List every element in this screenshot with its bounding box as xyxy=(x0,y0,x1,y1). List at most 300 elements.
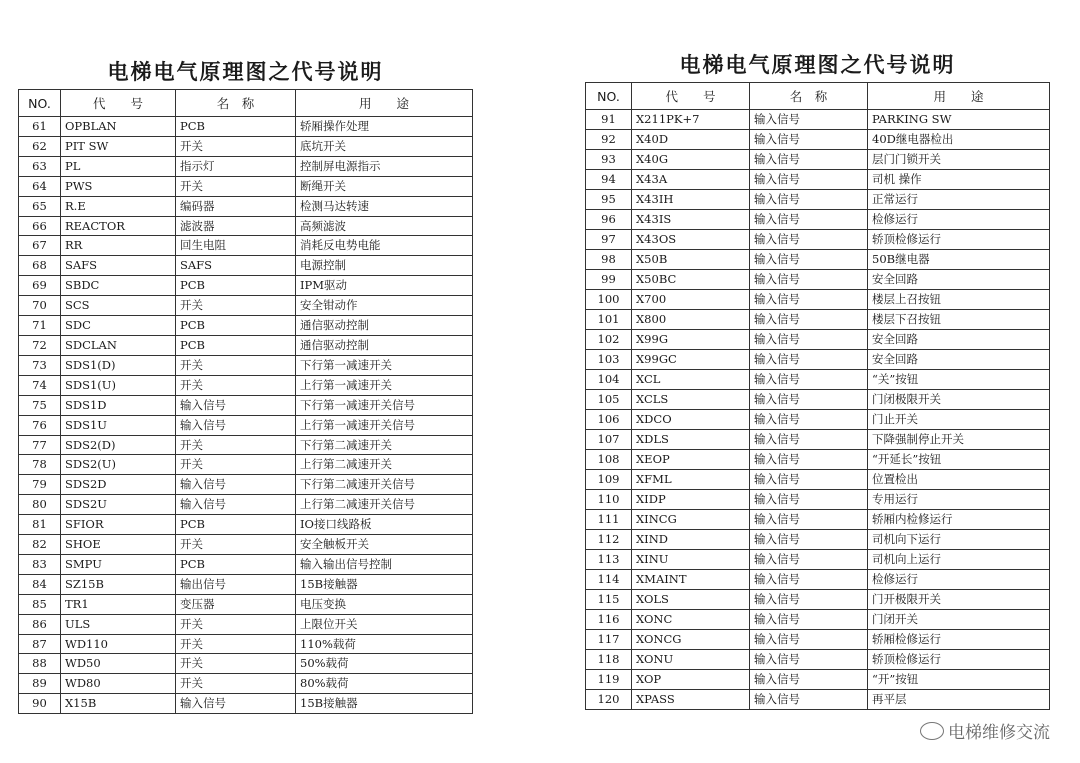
cell-no: 112 xyxy=(586,530,632,550)
cell-usage: 消耗反电势电能 xyxy=(296,236,473,256)
cell-name: 输入信号 xyxy=(176,415,296,435)
cell-code: SAFS xyxy=(61,256,176,276)
cell-usage: 检修运行 xyxy=(868,210,1050,230)
cell-usage: 轿厢内检修运行 xyxy=(868,510,1050,530)
cell-code: XCLS xyxy=(632,390,750,410)
cell-name: PCB xyxy=(176,117,296,137)
table-row xyxy=(586,270,1050,290)
cell-usage: 电压变换 xyxy=(296,594,473,614)
cell-code: X99GC xyxy=(632,350,750,370)
table-row xyxy=(19,554,473,574)
table-row xyxy=(19,674,473,694)
cell-usage: 下行第一减速开关信号 xyxy=(296,395,473,415)
cell-no: 74 xyxy=(19,375,61,395)
cell-code: PL xyxy=(61,156,176,176)
table-row xyxy=(19,455,473,475)
table-row xyxy=(19,216,473,236)
cell-usage: 控制屏电源指示 xyxy=(296,156,473,176)
cell-no: 117 xyxy=(586,630,632,650)
cell-usage: 安全回路 xyxy=(868,270,1050,290)
cell-code: XFML xyxy=(632,470,750,490)
cell-usage: PARKING SW xyxy=(868,110,1050,130)
cell-code: X50B xyxy=(632,250,750,270)
cell-code: XONCG xyxy=(632,630,750,650)
cell-usage: 底坑开关 xyxy=(296,136,473,156)
cell-name: 输入信号 xyxy=(750,290,868,310)
header-usage: 用 途 xyxy=(868,83,1050,110)
cell-no: 105 xyxy=(586,390,632,410)
cell-usage: IO接口线路板 xyxy=(296,515,473,535)
cell-usage: 下行第一减速开关 xyxy=(296,355,473,375)
cell-code: X43IS xyxy=(632,210,750,230)
cell-name: 输入信号 xyxy=(176,495,296,515)
cell-code: SCS xyxy=(61,296,176,316)
cell-no: 103 xyxy=(586,350,632,370)
cell-name: PCB xyxy=(176,335,296,355)
watermark xyxy=(920,718,1050,743)
cell-usage: 40D继电器检出 xyxy=(868,130,1050,150)
cell-code: X700 xyxy=(632,290,750,310)
table-row xyxy=(586,570,1050,590)
cell-usage: 司机向下运行 xyxy=(868,530,1050,550)
cell-usage: 15B接触器 xyxy=(296,574,473,594)
cell-usage: 50B继电器 xyxy=(868,250,1050,270)
cell-code: X50BC xyxy=(632,270,750,290)
cell-usage: 门止开关 xyxy=(868,410,1050,430)
right-code-table xyxy=(585,82,1050,710)
cell-name: 开关 xyxy=(176,634,296,654)
table-row xyxy=(19,395,473,415)
cell-usage: 安全钳动作 xyxy=(296,296,473,316)
cell-code: SDCLAN xyxy=(61,335,176,355)
cell-usage: 输入输出信号控制 xyxy=(296,554,473,574)
cell-code: WD110 xyxy=(61,634,176,654)
cell-code: X211PK+7 xyxy=(632,110,750,130)
cell-usage: 专用运行 xyxy=(868,490,1050,510)
table-row xyxy=(586,490,1050,510)
cell-usage: 司机 操作 xyxy=(868,170,1050,190)
table-row xyxy=(586,470,1050,490)
cell-no: 99 xyxy=(586,270,632,290)
cell-code: WD80 xyxy=(61,674,176,694)
cell-code: REACTOR xyxy=(61,216,176,236)
header-no: NO. xyxy=(586,83,632,110)
cell-name: 输入信号 xyxy=(176,694,296,714)
cell-no: 115 xyxy=(586,590,632,610)
cell-name: 输入信号 xyxy=(750,670,868,690)
header-usage: 用 途 xyxy=(296,90,473,117)
table-row xyxy=(586,610,1050,630)
cell-usage: 上行第一减速开关信号 xyxy=(296,415,473,435)
cell-usage: 轿厢检修运行 xyxy=(868,630,1050,650)
table-row xyxy=(19,117,473,137)
cell-usage: “开”按钮 xyxy=(868,670,1050,690)
cell-name: 开关 xyxy=(176,136,296,156)
cell-code: XONU xyxy=(632,650,750,670)
table-header-row xyxy=(19,90,473,117)
cell-name: 输入信号 xyxy=(750,450,868,470)
cell-code: SDS2D xyxy=(61,475,176,495)
cell-usage: 上行第二减速开关信号 xyxy=(296,495,473,515)
cell-name: 开关 xyxy=(176,455,296,475)
cell-code: X40D xyxy=(632,130,750,150)
cell-code: X40G xyxy=(632,150,750,170)
cell-no: 95 xyxy=(586,190,632,210)
cell-name: 开关 xyxy=(176,435,296,455)
table-row xyxy=(586,670,1050,690)
table-row xyxy=(19,574,473,594)
cell-usage: 轿顶检修运行 xyxy=(868,230,1050,250)
cell-name: 输入信号 xyxy=(750,270,868,290)
table-row xyxy=(586,210,1050,230)
cell-name: 输入信号 xyxy=(750,110,868,130)
cell-no: 76 xyxy=(19,415,61,435)
cell-usage: 门闭极限开关 xyxy=(868,390,1050,410)
cell-code: XOLS xyxy=(632,590,750,610)
cell-code: XINU xyxy=(632,550,750,570)
cell-usage: 断绳开关 xyxy=(296,176,473,196)
cell-usage: 下降强制停止开关 xyxy=(868,430,1050,450)
cell-usage: IPM驱动 xyxy=(296,276,473,296)
table-row xyxy=(586,330,1050,350)
cell-name: 开关 xyxy=(176,654,296,674)
cell-usage: “开延长”按钮 xyxy=(868,450,1050,470)
cell-no: 93 xyxy=(586,150,632,170)
table-row xyxy=(586,170,1050,190)
cell-no: 102 xyxy=(586,330,632,350)
cell-name: PCB xyxy=(176,554,296,574)
cell-no: 82 xyxy=(19,535,61,555)
cell-no: 67 xyxy=(19,236,61,256)
table-row xyxy=(19,236,473,256)
cell-name: 开关 xyxy=(176,355,296,375)
cell-usage: 安全回路 xyxy=(868,350,1050,370)
cell-no: 63 xyxy=(19,156,61,176)
cell-usage: 通信驱动控制 xyxy=(296,316,473,336)
cell-name: 开关 xyxy=(176,535,296,555)
table-row xyxy=(586,110,1050,130)
cell-name: 输入信号 xyxy=(750,690,868,710)
cell-no: 61 xyxy=(19,117,61,137)
cell-code: SFIOR xyxy=(61,515,176,535)
cell-no: 86 xyxy=(19,614,61,634)
table-row xyxy=(586,370,1050,390)
watermark-text: 电梯维修交流 xyxy=(948,723,1050,743)
cell-no: 89 xyxy=(19,674,61,694)
cell-name: 输入信号 xyxy=(750,390,868,410)
cell-usage: 110%载荷 xyxy=(296,634,473,654)
cell-usage: 楼层上召按钮 xyxy=(868,290,1050,310)
cell-name: 输入信号 xyxy=(750,350,868,370)
cell-name: 输入信号 xyxy=(750,130,868,150)
cell-code: SDS1(D) xyxy=(61,355,176,375)
cell-code: XINCG xyxy=(632,510,750,530)
table-row xyxy=(19,435,473,455)
cell-no: 62 xyxy=(19,136,61,156)
cell-usage: 安全回路 xyxy=(868,330,1050,350)
cell-name: 输入信号 xyxy=(750,170,868,190)
cell-code: PWS xyxy=(61,176,176,196)
table-row xyxy=(19,535,473,555)
cell-usage: 高频滤波 xyxy=(296,216,473,236)
cell-no: 114 xyxy=(586,570,632,590)
cell-usage: 上行第一减速开关 xyxy=(296,375,473,395)
table-row xyxy=(586,410,1050,430)
table-row xyxy=(19,355,473,375)
left-code-table xyxy=(18,89,473,714)
cell-no: 79 xyxy=(19,475,61,495)
cell-code: X15B xyxy=(61,694,176,714)
cell-code: XONC xyxy=(632,610,750,630)
cell-name: 指示灯 xyxy=(176,156,296,176)
cell-name: 输入信号 xyxy=(750,430,868,450)
cell-code: X99G xyxy=(632,330,750,350)
cell-usage: 楼层下召按钮 xyxy=(868,310,1050,330)
cell-no: 118 xyxy=(586,650,632,670)
table-row xyxy=(19,296,473,316)
cell-name: 开关 xyxy=(176,176,296,196)
cell-name: PCB xyxy=(176,515,296,535)
table-row xyxy=(19,515,473,535)
cell-name: 输入信号 xyxy=(750,570,868,590)
table-header-row xyxy=(586,83,1050,110)
table-row xyxy=(19,276,473,296)
cell-usage: 上行第二减速开关 xyxy=(296,455,473,475)
cell-code: SDS2U xyxy=(61,495,176,515)
cell-code: XDLS xyxy=(632,430,750,450)
table-row xyxy=(19,136,473,156)
table-row xyxy=(19,594,473,614)
cell-code: X800 xyxy=(632,310,750,330)
cell-usage: 轿顶检修运行 xyxy=(868,650,1050,670)
table-row xyxy=(19,415,473,435)
cell-name: 输入信号 xyxy=(750,330,868,350)
cell-no: 83 xyxy=(19,554,61,574)
cell-code: OPBLAN xyxy=(61,117,176,137)
cell-no: 69 xyxy=(19,276,61,296)
cell-code: XIND xyxy=(632,530,750,550)
header-no: NO. xyxy=(19,90,61,117)
right-page-title: 电梯电气原理图之代号说明 xyxy=(679,53,956,77)
cell-code: RR xyxy=(61,236,176,256)
cell-name: 输入信号 xyxy=(750,190,868,210)
cell-name: 输入信号 xyxy=(750,530,868,550)
cell-name: 输入信号 xyxy=(750,590,868,610)
table-row xyxy=(586,190,1050,210)
cell-usage: “关”按钮 xyxy=(868,370,1050,390)
cell-code: SDS1U xyxy=(61,415,176,435)
cell-usage: 安全触板开关 xyxy=(296,535,473,555)
cell-name: 输入信号 xyxy=(750,310,868,330)
table-row xyxy=(586,690,1050,710)
cell-no: 96 xyxy=(586,210,632,230)
cell-code: XDCO xyxy=(632,410,750,430)
cell-name: 输入信号 xyxy=(750,490,868,510)
table-row xyxy=(19,156,473,176)
cell-usage: 50%载荷 xyxy=(296,654,473,674)
cell-no: 100 xyxy=(586,290,632,310)
table-row xyxy=(19,256,473,276)
table-row xyxy=(586,430,1050,450)
cell-code: XIDP xyxy=(632,490,750,510)
cell-name: PCB xyxy=(176,316,296,336)
cell-usage: 门闭开关 xyxy=(868,610,1050,630)
cell-code: PIT SW xyxy=(61,136,176,156)
header-name: 名 称 xyxy=(176,90,296,117)
cell-name: SAFS xyxy=(176,256,296,276)
cell-no: 64 xyxy=(19,176,61,196)
table-row xyxy=(19,614,473,634)
table-row xyxy=(19,495,473,515)
cell-usage: 下行第二减速开关信号 xyxy=(296,475,473,495)
cell-code: SDS2(D) xyxy=(61,435,176,455)
cell-no: 73 xyxy=(19,355,61,375)
right-page xyxy=(585,48,1050,710)
cell-no: 77 xyxy=(19,435,61,455)
cell-usage: 通信驱动控制 xyxy=(296,335,473,355)
cell-name: 输入信号 xyxy=(750,370,868,390)
wechat-icon xyxy=(920,722,944,740)
cell-code: SDS2(U) xyxy=(61,455,176,475)
cell-no: 87 xyxy=(19,634,61,654)
table-row xyxy=(586,630,1050,650)
cell-no: 91 xyxy=(586,110,632,130)
cell-code: SBDC xyxy=(61,276,176,296)
table-row xyxy=(19,335,473,355)
table-row xyxy=(586,450,1050,470)
cell-usage: 15B接触器 xyxy=(296,694,473,714)
table-row xyxy=(586,350,1050,370)
table-row xyxy=(19,654,473,674)
cell-code: SDC xyxy=(61,316,176,336)
left-page xyxy=(18,55,473,714)
cell-no: 68 xyxy=(19,256,61,276)
cell-no: 116 xyxy=(586,610,632,630)
table-row xyxy=(586,250,1050,270)
cell-no: 81 xyxy=(19,515,61,535)
cell-no: 80 xyxy=(19,495,61,515)
cell-no: 84 xyxy=(19,574,61,594)
cell-no: 78 xyxy=(19,455,61,475)
table-row xyxy=(19,316,473,336)
cell-code: XPASS xyxy=(632,690,750,710)
cell-name: 输入信号 xyxy=(750,410,868,430)
table-row xyxy=(586,510,1050,530)
cell-code: SMPU xyxy=(61,554,176,574)
cell-name: 开关 xyxy=(176,375,296,395)
cell-usage: 上限位开关 xyxy=(296,614,473,634)
table-row xyxy=(586,150,1050,170)
table-row xyxy=(19,196,473,216)
table-row xyxy=(586,530,1050,550)
cell-code: TR1 xyxy=(61,594,176,614)
table-row xyxy=(586,650,1050,670)
cell-code: SZ15B xyxy=(61,574,176,594)
cell-code: SDS1(U) xyxy=(61,375,176,395)
cell-usage: 检修运行 xyxy=(868,570,1050,590)
cell-code: X43IH xyxy=(632,190,750,210)
left-page-title: 电梯电气原理图之代号说明 xyxy=(107,60,384,84)
cell-name: 输入信号 xyxy=(750,210,868,230)
cell-no: 119 xyxy=(586,670,632,690)
cell-no: 90 xyxy=(19,694,61,714)
cell-no: 92 xyxy=(586,130,632,150)
cell-code: SHOE xyxy=(61,535,176,555)
cell-name: 输入信号 xyxy=(750,510,868,530)
cell-name: 输入信号 xyxy=(750,550,868,570)
cell-code: XOP xyxy=(632,670,750,690)
cell-usage: 再平层 xyxy=(868,690,1050,710)
table-row xyxy=(19,694,473,714)
cell-code: ULS xyxy=(61,614,176,634)
table-row xyxy=(19,475,473,495)
cell-usage: 位置检出 xyxy=(868,470,1050,490)
cell-name: 输入信号 xyxy=(750,630,868,650)
cell-name: 输入信号 xyxy=(750,230,868,250)
cell-name: 输入信号 xyxy=(176,475,296,495)
table-row xyxy=(586,130,1050,150)
table-row xyxy=(586,230,1050,250)
table-row xyxy=(586,550,1050,570)
cell-usage: 电源控制 xyxy=(296,256,473,276)
cell-usage: 正常运行 xyxy=(868,190,1050,210)
table-row xyxy=(19,634,473,654)
header-name: 名 称 xyxy=(750,83,868,110)
cell-name: 滤波器 xyxy=(176,216,296,236)
cell-code: XCL xyxy=(632,370,750,390)
cell-no: 111 xyxy=(586,510,632,530)
cell-code: WD50 xyxy=(61,654,176,674)
cell-no: 113 xyxy=(586,550,632,570)
cell-usage: 层门门锁开关 xyxy=(868,150,1050,170)
cell-no: 97 xyxy=(586,230,632,250)
cell-no: 71 xyxy=(19,316,61,336)
table-row xyxy=(586,390,1050,410)
cell-name: 变压器 xyxy=(176,594,296,614)
cell-name: 输入信号 xyxy=(750,250,868,270)
cell-code: X43OS xyxy=(632,230,750,250)
cell-no: 108 xyxy=(586,450,632,470)
table-row xyxy=(586,590,1050,610)
cell-no: 110 xyxy=(586,490,632,510)
cell-usage: 80%载荷 xyxy=(296,674,473,694)
table-row xyxy=(19,176,473,196)
cell-code: SDS1D xyxy=(61,395,176,415)
cell-name: 回生电阻 xyxy=(176,236,296,256)
cell-no: 66 xyxy=(19,216,61,236)
cell-no: 75 xyxy=(19,395,61,415)
cell-name: 输出信号 xyxy=(176,574,296,594)
cell-name: 开关 xyxy=(176,614,296,634)
cell-no: 70 xyxy=(19,296,61,316)
cell-name: PCB xyxy=(176,276,296,296)
cell-name: 输入信号 xyxy=(176,395,296,415)
header-code: 代 号 xyxy=(632,83,750,110)
cell-no: 65 xyxy=(19,196,61,216)
cell-no: 98 xyxy=(586,250,632,270)
cell-no: 120 xyxy=(586,690,632,710)
cell-no: 104 xyxy=(586,370,632,390)
cell-usage: 检测马达转速 xyxy=(296,196,473,216)
cell-name: 输入信号 xyxy=(750,470,868,490)
cell-no: 101 xyxy=(586,310,632,330)
header-code: 代 号 xyxy=(61,90,176,117)
cell-name: 输入信号 xyxy=(750,650,868,670)
right-table-body xyxy=(586,110,1050,710)
cell-no: 107 xyxy=(586,430,632,450)
cell-name: 输入信号 xyxy=(750,610,868,630)
cell-name: 编码器 xyxy=(176,196,296,216)
